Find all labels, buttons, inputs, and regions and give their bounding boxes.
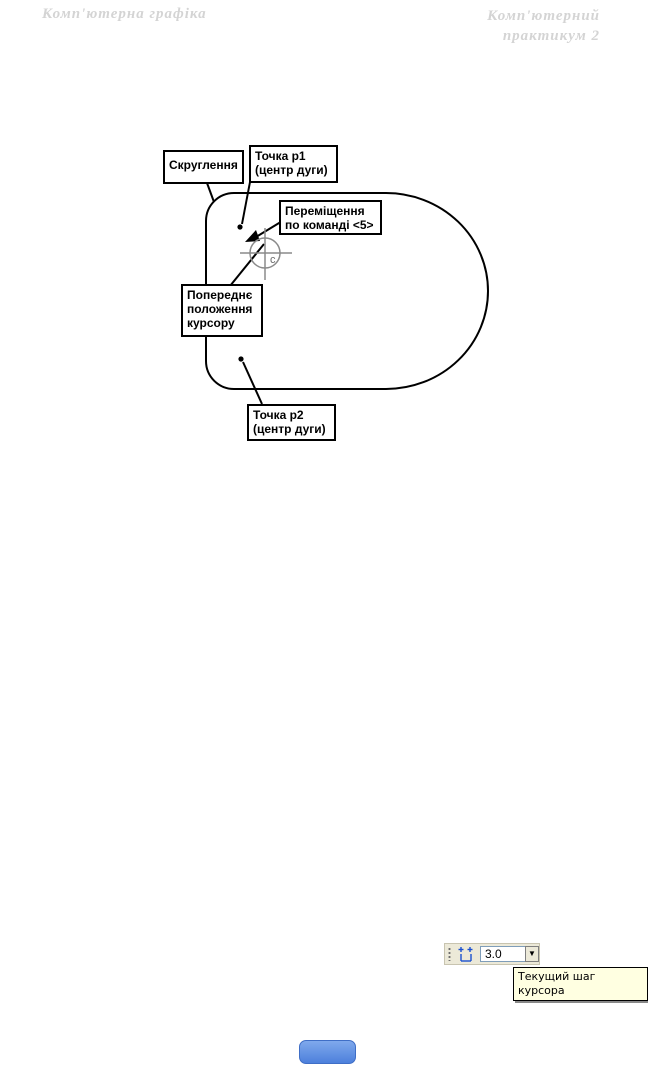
toolbar-grip-icon[interactable] xyxy=(448,947,451,961)
chevron-down-icon[interactable]: ▼ xyxy=(525,946,539,962)
page-nav-button[interactable] xyxy=(299,1040,356,1064)
cursor-step-tooltip: Текущий шаг курсора xyxy=(513,967,648,1001)
callout-previous-position: Попереднє положення курсору xyxy=(181,284,263,337)
cursor-step-toolbar xyxy=(444,943,540,965)
cursor-crosshair xyxy=(240,228,292,280)
cursor-step-input[interactable]: 3.0 xyxy=(480,946,526,962)
header-left-title: Комп'ютерна графіка xyxy=(42,6,207,22)
header-right-line2: практикум 2 xyxy=(502,28,600,44)
leader-rounding xyxy=(207,183,214,202)
leader-p1 xyxy=(242,182,250,224)
point-p1-marker xyxy=(237,224,242,229)
cursor-step-icon[interactable] xyxy=(457,946,475,962)
callout-point-p2: Точка p2 (центр дуги) xyxy=(247,404,336,441)
cursor-letter: c xyxy=(270,254,276,266)
point-p2-marker xyxy=(238,356,243,361)
callout-rounding: Скруглення xyxy=(163,150,244,184)
leader-p2 xyxy=(243,362,262,404)
leader-prev xyxy=(230,244,264,286)
callout-move: Переміщення по команді <5> xyxy=(279,200,382,235)
header-right-line1: Комп'ютерний xyxy=(487,8,600,24)
callout-point-p1: Точка p1 (центр дуги) xyxy=(249,145,338,183)
